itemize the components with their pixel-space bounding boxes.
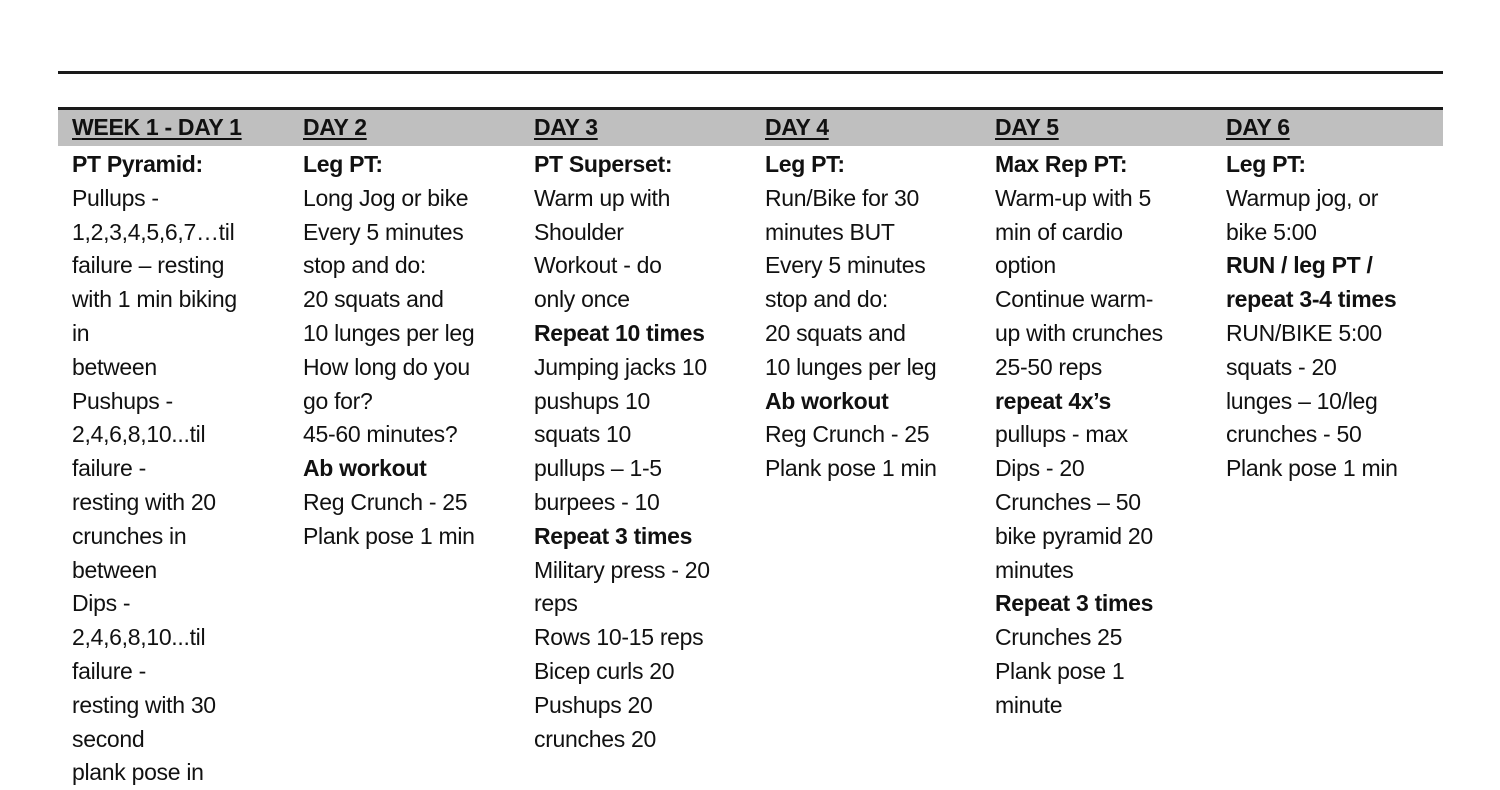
exercise-line: crunches 20 [534, 725, 656, 752]
section-heading: repeat 4x’s [995, 387, 1112, 414]
exercise-line: minutes BUT [765, 218, 895, 245]
header-row [58, 107, 1443, 146]
exercise-line: Crunches – 50 [995, 488, 1141, 515]
header-day-2: DAY 2 [303, 114, 367, 140]
exercise-line: second [72, 725, 145, 752]
exercise-line: Reg Crunch - 25 [303, 488, 468, 515]
exercise-line: Plank pose 1 min [1226, 455, 1398, 482]
exercise-line: Pushups - [72, 387, 173, 414]
exercise-line: Plank pose 1 min [765, 455, 937, 482]
exercise-line: Crunches 25 [995, 624, 1123, 651]
section-heading: Ab workout [765, 387, 889, 414]
exercise-line: only once [534, 286, 630, 313]
exercise-line: Rows 10-15 reps [534, 624, 704, 651]
header-day-6: DAY 6 [1226, 114, 1290, 140]
day-column-3 [534, 148, 759, 756]
exercise-line: crunches - 50 [1226, 421, 1362, 448]
day-column-4 [765, 148, 990, 486]
exercise-line: crunches in [72, 522, 187, 549]
exercise-line: 2,4,6,8,10...til [72, 421, 206, 448]
exercise-line: Shoulder [534, 218, 624, 245]
exercise-line: plank pose in [72, 759, 204, 786]
section-heading: Repeat 3 times [534, 522, 693, 549]
exercise-line: Warmup jog, or [1226, 184, 1379, 211]
exercise-line: minute [995, 691, 1063, 718]
exercise-line: in [72, 319, 90, 346]
exercise-line: Run/Bike for 30 [765, 184, 920, 211]
section-heading: repeat 3-4 times [1226, 286, 1397, 313]
exercise-line: 10 lunges per leg [765, 353, 937, 380]
header-day-1: WEEK 1 - DAY 1 [72, 114, 242, 140]
exercise-line: 2,4,6,8,10...til [72, 624, 206, 651]
day-columns [58, 146, 1443, 786]
top-horizontal-rule [58, 71, 1443, 74]
exercise-line: up with crunches [995, 319, 1163, 346]
section-heading: Max Rep PT: [995, 151, 1128, 177]
exercise-line: between [72, 556, 157, 583]
exercise-line: Pushups 20 [534, 691, 653, 718]
exercise-line: How long do you [303, 353, 470, 380]
section-heading: PT Superset: [534, 151, 673, 177]
exercise-line: Bicep curls 20 [534, 657, 675, 684]
exercise-line: squats 10 [534, 421, 632, 448]
day-column-5 [995, 148, 1220, 723]
exercise-line: min of cardio [995, 218, 1123, 245]
exercise-line: 10 lunges per leg [303, 319, 475, 346]
exercise-line: 20 squats and [765, 319, 906, 346]
section-heading: Repeat 10 times [534, 319, 705, 346]
exercise-line: pushups 10 [534, 387, 650, 414]
header-day-4: DAY 4 [765, 114, 829, 140]
exercise-line: squats - 20 [1226, 353, 1337, 380]
section-heading: PT Pyramid: [72, 151, 203, 177]
exercise-line: Warm-up with 5 [995, 184, 1151, 211]
exercise-line: Dips - [72, 590, 131, 617]
exercise-line: between [72, 353, 157, 380]
exercise-line: 20 squats and [303, 286, 444, 313]
exercise-line: lunges – 10/leg [1226, 387, 1378, 414]
exercise-line: pullups - max [995, 421, 1128, 448]
exercise-line: Pullups - [72, 184, 159, 211]
day-column-6 [1226, 148, 1451, 486]
exercise-line: resting with 20 [72, 488, 216, 515]
section-heading: Leg PT: [1226, 151, 1306, 177]
exercise-line: stop and do: [765, 286, 889, 313]
workout-schedule-table [58, 107, 1443, 786]
exercise-line: Every 5 minutes [303, 218, 464, 245]
section-heading: Repeat 3 times [995, 590, 1154, 617]
exercise-line: failure - [72, 657, 146, 684]
section-heading: Leg PT: [303, 151, 383, 177]
exercise-line: option [995, 252, 1056, 279]
exercise-line: Reg Crunch - 25 [765, 421, 930, 448]
exercise-line: burpees - 10 [534, 488, 660, 515]
section-heading: RUN / leg PT / [1226, 252, 1373, 279]
exercise-line: 1,2,3,4,5,6,7…til [72, 218, 235, 245]
exercise-line: with 1 min biking [72, 286, 237, 313]
exercise-line: pullups – 1-5 [534, 455, 662, 482]
exercise-line: 45-60 minutes? [303, 421, 458, 448]
exercise-line: bike pyramid 20 [995, 522, 1153, 549]
exercise-line: resting with 30 [72, 691, 216, 718]
exercise-line: failure – resting [72, 252, 225, 279]
exercise-line: Workout - do [534, 252, 662, 279]
exercise-line: bike 5:00 [1226, 218, 1317, 245]
exercise-line: Every 5 minutes [765, 252, 926, 279]
exercise-line: Warm up with [534, 184, 671, 211]
exercise-line: 25-50 reps [995, 353, 1102, 380]
exercise-line: Continue warm- [995, 286, 1154, 313]
exercise-line: RUN/BIKE 5:00 [1226, 319, 1382, 346]
exercise-line: Plank pose 1 [995, 657, 1125, 684]
section-heading: Ab workout [303, 455, 427, 482]
exercise-line: minutes [995, 556, 1074, 583]
exercise-line: Long Jog or bike [303, 184, 469, 211]
exercise-line: stop and do: [303, 252, 427, 279]
exercise-line: failure - [72, 455, 146, 482]
header-day-3: DAY 3 [534, 114, 598, 140]
exercise-line: Military press - 20 [534, 556, 710, 583]
exercise-line: Dips - 20 [995, 455, 1085, 482]
day-column-1 [72, 148, 297, 790]
header-day-5: DAY 5 [995, 114, 1059, 140]
exercise-line: reps [534, 590, 578, 617]
section-heading: Leg PT: [765, 151, 845, 177]
exercise-line: go for? [303, 387, 373, 414]
exercise-line: Plank pose 1 min [303, 522, 475, 549]
exercise-line: Jumping jacks 10 [534, 353, 707, 380]
day-column-2 [303, 148, 528, 554]
